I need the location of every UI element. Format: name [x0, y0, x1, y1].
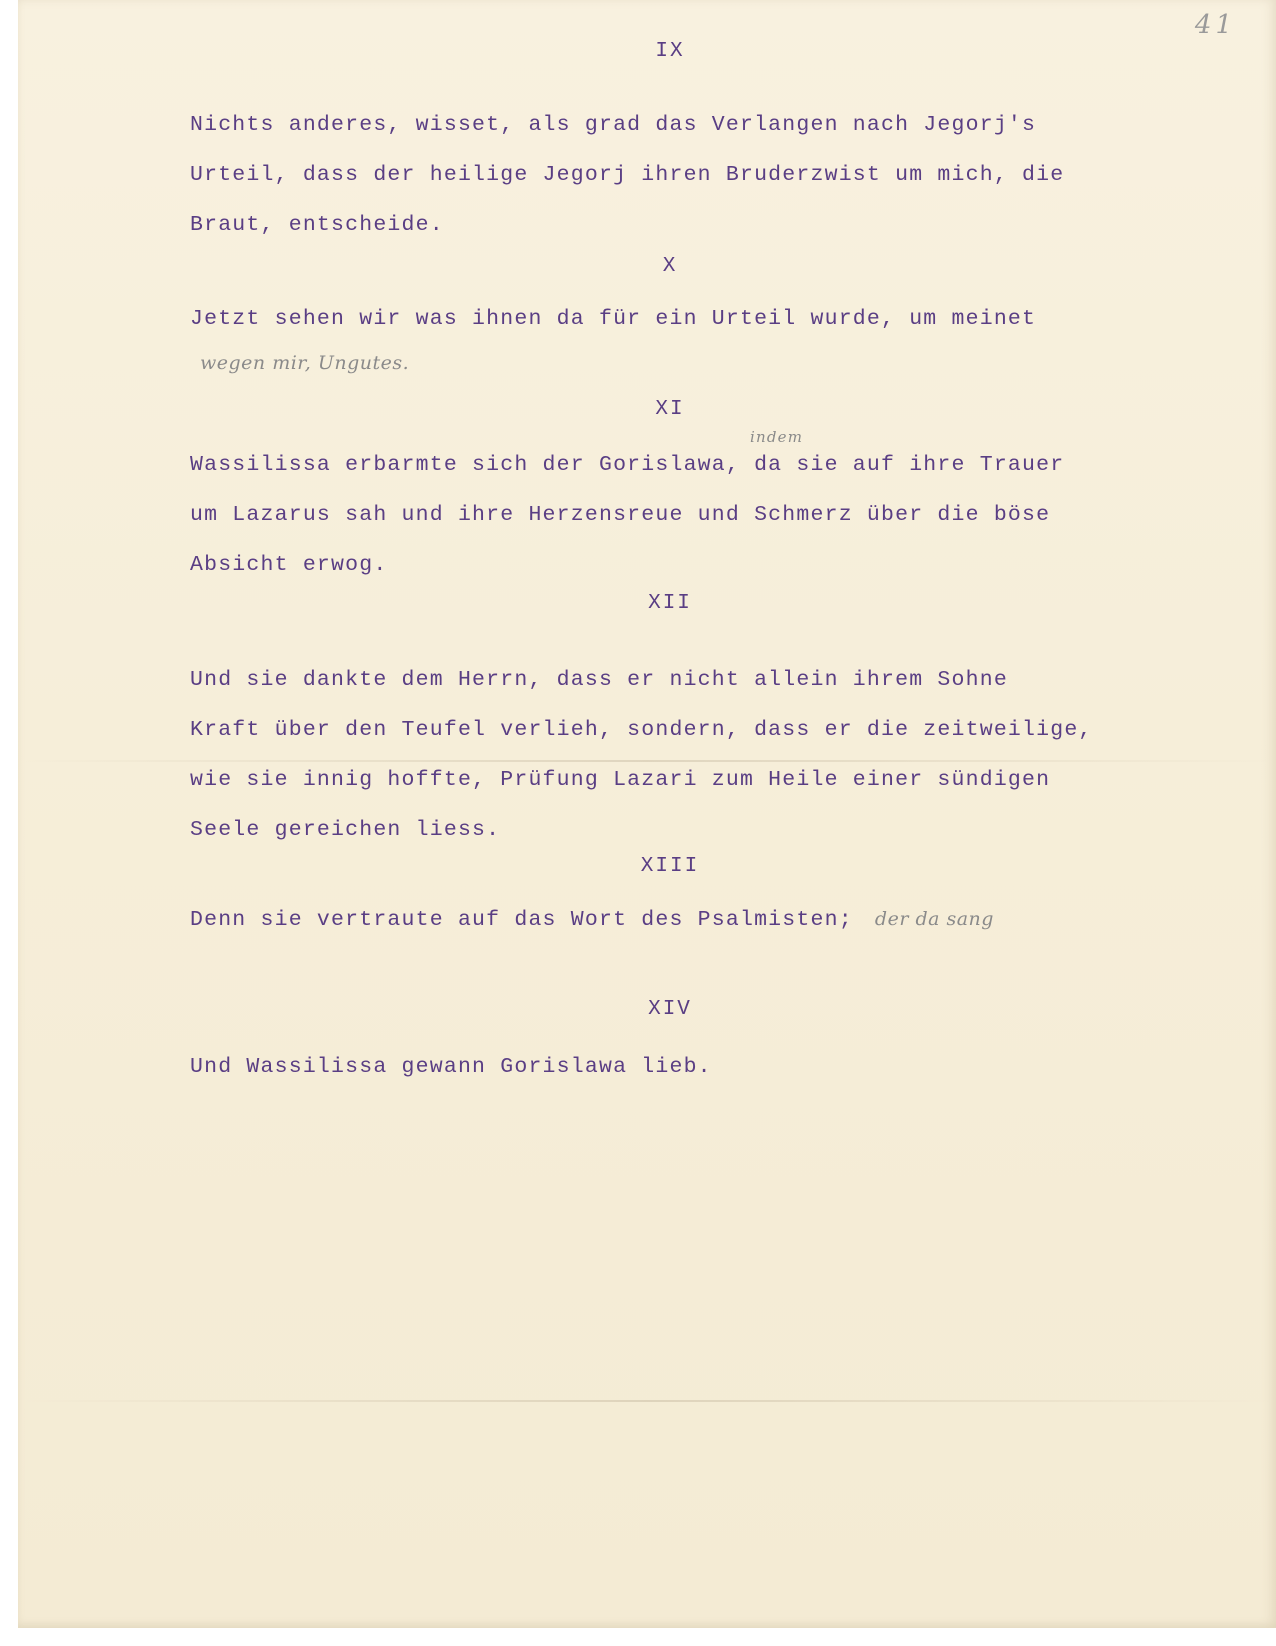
section-xi-text — [190, 440, 1150, 590]
section-heading-xiii: XIII — [640, 855, 700, 878]
section-x-text — [190, 294, 1150, 344]
section-heading-xii: XII — [648, 592, 692, 615]
section-xiv-text — [190, 1042, 1150, 1092]
text-line: Nichts anderes, wisset, als grad das Verlangen nach Jegorj's — [190, 113, 1037, 137]
section-heading-ix: IX — [655, 40, 685, 63]
section-xiii-text — [190, 895, 1150, 945]
section-ix-text — [190, 100, 1150, 250]
text-line: Und Wassilissa gewann Gorislawa lieb. — [190, 1055, 712, 1079]
text-line: Denn sie vertraute auf das Wort des Psalmisten; — [190, 908, 853, 932]
handwritten-note: der da sang — [874, 908, 994, 930]
fold-line — [18, 1400, 1276, 1402]
handwritten-insertion: indem — [750, 428, 804, 446]
section-heading-x: X — [662, 255, 678, 278]
text-line: Seele gereichen liess. — [190, 818, 501, 842]
section-xii-text — [190, 655, 1150, 855]
text-line: Absicht erwog. — [190, 553, 388, 577]
section-heading-xiv: XIV — [648, 998, 692, 1021]
section-heading-xi: XI — [655, 398, 685, 421]
text-line: Urteil, dass der heilige Jegorj ihren Bruderzwist um mich, die — [190, 163, 1065, 187]
text-line: Jetzt sehen wir was ihnen da für ein Urteil wurde, um meinet — [190, 307, 1037, 331]
text-line: Kraft über den Teufel verlieh, sondern, dass er die zeitweilige, — [190, 718, 1093, 742]
handwritten-note: wegen mir, Ungutes. — [200, 352, 410, 374]
page-number: 41 — [1194, 10, 1236, 40]
text-line: Und sie dankte dem Herrn, dass er nicht allein ihrem Sohne — [190, 668, 1008, 692]
text-line: Wassilissa erbarmte sich der Gorislawa, da sie auf ihre Trauer — [190, 453, 1065, 477]
text-line: Braut, entscheide. — [190, 213, 444, 237]
text-line: wie sie innig hoffte, Prüfung Lazari zum Heile einer sündigen — [190, 768, 1051, 792]
text-line: um Lazarus sah und ihre Herzensreue und Schmerz über die böse — [190, 503, 1051, 527]
